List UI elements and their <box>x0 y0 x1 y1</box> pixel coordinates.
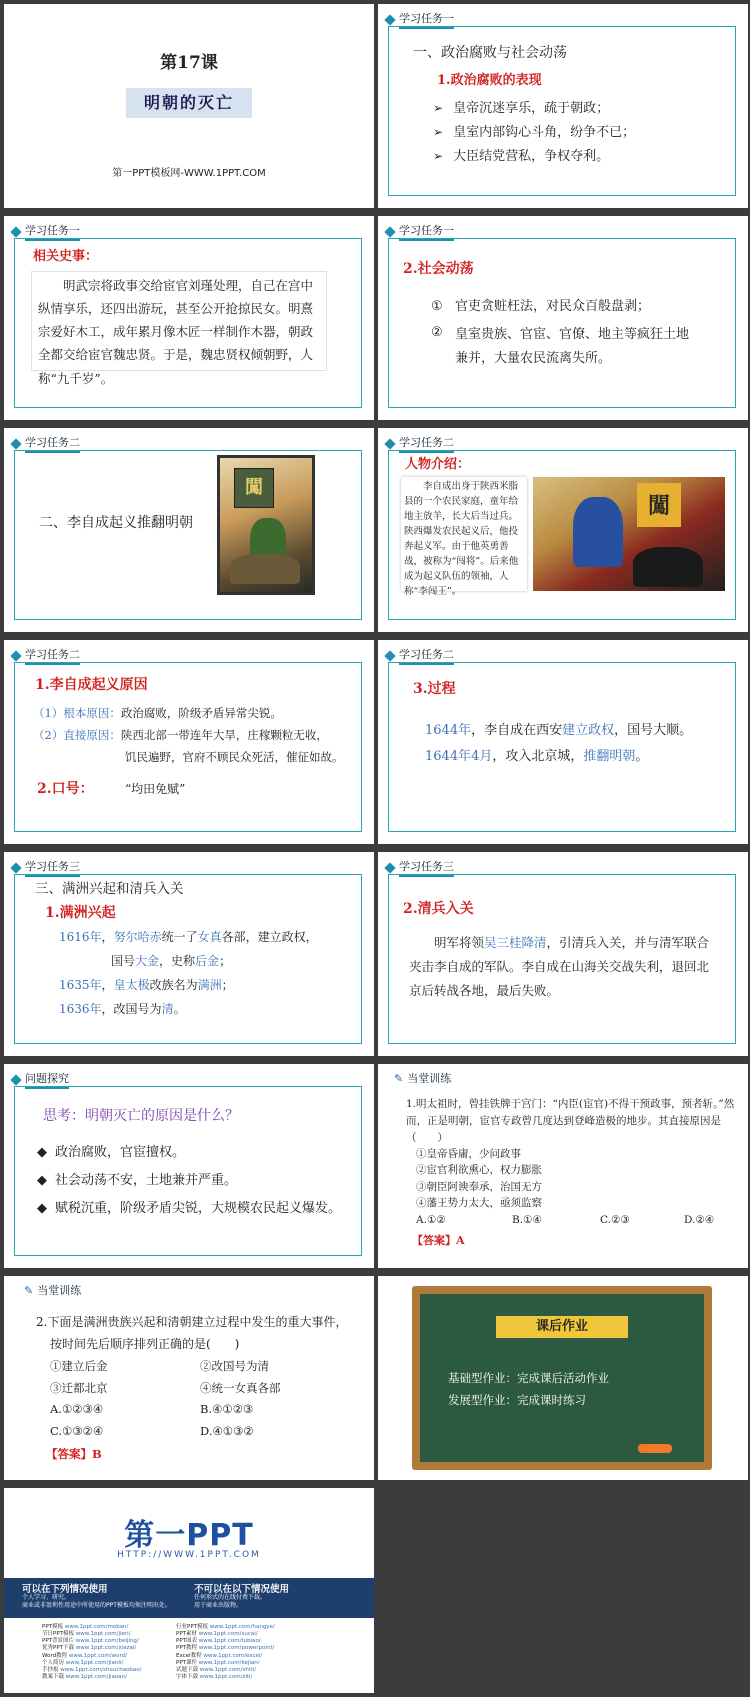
answer-item: ◆ 社会动荡不安，土地兼并严重。 <box>37 1169 237 1192</box>
option: ③朝臣阿谀奉承，治国无方 <box>416 1180 542 1193</box>
event-line: 1635年，皇太极改族名为满洲； <box>59 978 234 992</box>
event-line: 1644年，李自成在西安建立政权，国号大顺。 <box>425 723 693 738</box>
content-frame <box>388 662 736 832</box>
question-text: 1.明太祖时，曾挂铁牌于宫门：“内臣(宦官)不得干预政事，预者斩。”然而，正是明朝，宦官专政曾几度达到登峰造极的地步。其直接原因是（ ） <box>406 1098 735 1144</box>
slogan-label: 2.口号： <box>37 781 94 797</box>
content-frame <box>388 26 736 196</box>
diamond-icon <box>10 862 21 873</box>
horse-figure <box>633 547 703 587</box>
option: ④统一女真各部 <box>200 1381 281 1395</box>
slide-social-unrest <box>378 216 748 420</box>
list-item: ➢ 皇室内部钩心斗角，纷争不已； <box>433 121 635 144</box>
homework-basic: 基础型作业：完成课后活动作业 <box>448 1371 609 1385</box>
slide-title <box>4 4 374 208</box>
subheading: 1.满洲兴起 <box>45 905 116 921</box>
slide-qing-entry <box>378 852 748 1056</box>
diamond-icon <box>384 650 395 661</box>
subheading: 2.清兵入关 <box>403 901 474 917</box>
logo: 第一PPT <box>124 1518 254 1553</box>
cause-direct-cont: 饥民遍野，官府不顾民众死活，催征如故。 <box>125 750 344 764</box>
slogan-text: “均田免赋” <box>125 782 186 796</box>
answer: 【答案】A <box>412 1234 465 1247</box>
slide-credits <box>4 1488 374 1693</box>
link[interactable]: www.1ppt.com/sucai/ <box>198 1631 258 1638</box>
diamond-icon <box>10 650 21 661</box>
subheading: 1.李自成起义原因 <box>35 677 148 693</box>
homework-advanced: 发展型作业：完成课时练习 <box>448 1393 586 1407</box>
usage-banner <box>4 1578 374 1618</box>
content-frame <box>14 1086 362 1256</box>
section-tag: 学习任务三 <box>12 858 80 877</box>
option-list <box>416 1146 542 1211</box>
choice-d: D.②④ <box>684 1214 715 1226</box>
section-heading: 二、李自成起义推翻明朝 <box>39 515 193 531</box>
event-line: 国号大金，史称后金； <box>111 954 232 968</box>
diamond-icon <box>384 226 395 237</box>
content-frame <box>388 450 736 620</box>
subheading: 1.政治腐败的表现 <box>437 73 542 88</box>
li-zicheng-portrait <box>533 477 725 591</box>
li-zicheng-painting <box>217 455 315 595</box>
content-frame <box>388 874 736 1044</box>
link[interactable]: www.1ppt.com/excel/ <box>203 1652 263 1659</box>
homework-title: 课后作业 <box>496 1316 628 1338</box>
list-item: 官吏贪赃枉法，对民众百般盘剥； <box>455 299 651 314</box>
section-tag: 学习任务二 <box>12 646 80 665</box>
event-line: 1616年，努尔哈赤统一了女真各部，建立政权， <box>59 930 318 944</box>
subheading: 3.过程 <box>413 681 456 697</box>
cannot-use-list: 任何形式的在线付费下载。 用于商业出版物。 <box>194 1594 267 1610</box>
option: ①皇帝昏庸，少问政事 <box>416 1148 521 1160</box>
answer-item: ◆ 赋税沉重，阶级矛盾尖锐，大规模农民起义爆发。 <box>37 1197 341 1220</box>
links-right: 行业PPT模板 www.1ppt.com/hangye/ PPT素材 www.1ppt.com/sucai/ PPT图表 www.1ppt.com/tubiao/ PPT教程 www.1ppt.com/powerpoint/ Excel教程 www.1ppt.com/excel/ PPT课件 www.1ppt.com/kejian/ 试题下载 www.1ppt.com/shiti/ 字体下载 www.1ppt.com/ziti/ <box>176 1624 275 1680</box>
diamond-icon <box>384 862 395 873</box>
chalk-eraser <box>638 1444 672 1453</box>
flag-character: 闖 <box>637 483 681 527</box>
chalkboard <box>420 1294 704 1462</box>
slide-practice-1 <box>378 1064 748 1268</box>
link[interactable]: www.1ppt.com/beijing/ <box>75 1638 139 1645</box>
section-tag: 学习任务一 <box>12 222 80 241</box>
can-use-list: 个人学习、研究。 商业或非盈利性用途中所使用的PPT模板均须注明出处。 <box>22 1594 171 1610</box>
option: ①建立后金 <box>50 1359 108 1373</box>
event-line: 1644年4月，攻入北京城，推翻明朝。 <box>425 749 649 764</box>
list-number: ① <box>431 299 443 314</box>
choice-c: C.①③②④ <box>50 1424 104 1438</box>
link[interactable]: www.1ppt.com/ziti/ <box>199 1673 253 1680</box>
rider-figure <box>573 497 623 567</box>
slide-inquiry <box>4 1064 374 1268</box>
link[interactable]: www.1ppt.com/shouchaobao/ <box>60 1666 142 1673</box>
list-number: ② <box>431 325 443 340</box>
content-frame <box>388 238 736 408</box>
option: ②宦官利欲熏心，权力膨胀 <box>416 1164 542 1177</box>
slide-uprising-causes <box>4 640 374 844</box>
link[interactable]: www.1ppt.com/jieri/ <box>75 1631 131 1638</box>
subheading: 2.社会动荡 <box>403 261 474 277</box>
choice-b: B.①④ <box>512 1214 542 1226</box>
chalkboard-frame <box>412 1286 712 1470</box>
can-use-title: 可以在下列情况使用 <box>22 1584 108 1595</box>
choice-d: D.④①③② <box>200 1424 254 1438</box>
list-item: 皇室贵族、官宦、官僚、地主等疯狂土地兼并，大量农民流离失所。 <box>455 327 690 367</box>
link[interactable]: www.1ppt.com/shiti/ <box>199 1666 256 1673</box>
link[interactable]: www.1ppt.com/word/ <box>68 1652 127 1659</box>
link[interactable]: www.1ppt.com/moban/ <box>64 1624 129 1630</box>
flag-character: 闖 <box>234 468 274 508</box>
slide-political-corruption <box>378 4 748 208</box>
intro-label: 人物介绍： <box>405 457 471 472</box>
section-tag: 学习任务三 <box>386 858 454 877</box>
story-label: 相关史事： <box>33 249 99 264</box>
content-frame <box>14 450 362 620</box>
event-line: 1636年，改国号为清。 <box>59 1002 186 1016</box>
list-item: ➢ 皇帝沉迷享乐，疏于朝政； <box>433 97 609 120</box>
slide-homework <box>378 1276 748 1480</box>
link[interactable]: www.1ppt.com/kejian/ <box>198 1659 260 1666</box>
paragraph: 明军将领吴三桂降清，引清兵入关，并与清军联合夹击李自成的军队。李自成在山海关交战失利，退回北京后转战各地，最后失败。 <box>409 935 710 998</box>
choice-a: A.①② <box>416 1214 446 1226</box>
section-heading: 一、政治腐败与社会动荡 <box>413 45 567 61</box>
link[interactable]: www.1ppt.com/powerpoint/ <box>198 1645 275 1652</box>
slide-history-story <box>4 216 374 420</box>
section-tag: 问题探究 <box>12 1070 69 1089</box>
choice-c: C.②③ <box>600 1214 630 1226</box>
diamond-icon <box>10 438 21 449</box>
content-frame <box>14 662 362 832</box>
option: ③迁都北京 <box>50 1381 108 1395</box>
diamond-icon <box>10 226 21 237</box>
link[interactable]: www.1ppt.com/hangye/ <box>209 1624 275 1630</box>
option: ④藩王势力太大，亟须监察 <box>416 1196 542 1209</box>
diamond-icon <box>384 438 395 449</box>
section-tag: 学习任务二 <box>386 646 454 665</box>
choice-a: A.①②③④ <box>50 1402 104 1416</box>
slide-practice-2 <box>4 1276 374 1480</box>
link[interactable]: www.1ppt.com/tubiao/ <box>198 1638 261 1645</box>
logo-url: HTTP://WWW.1PPT.COM <box>117 1550 261 1560</box>
content-frame <box>14 874 362 1044</box>
story-text: 明武宗将政事交给宦官刘瑾处理，自己在宫中纵情享乐，还四出游玩，甚至公开抢掠民女。明熹宗爱好木工，成年累月像木匠一样制作木器，朝政全都交给宦官魏忠贤。于是，魏忠贤权倾朝野，人称“九千岁”。 <box>31 271 327 371</box>
choice-b: B.④①②③ <box>200 1402 254 1416</box>
cause-direct: （2）直接原因：陕西北部一带连年大旱，庄稼颗粒无收， <box>33 728 328 742</box>
intro-text: 李自成出身于陕西米脂县的一个农民家庭，童年给地主放羊，长大后当过兵。陕西爆发农民起义后，他投奔起义军。由于他英勇善战，被称为“闯将”。后来他成为起义队伍的领袖，人称“李闯王”。 <box>401 477 527 591</box>
slide-character-intro <box>378 428 748 632</box>
content-frame <box>14 238 362 408</box>
practice-tag: ✎ 当堂训练 <box>24 1283 82 1297</box>
question-line: 按时间先后顺序排列正确的是( ) <box>50 1337 240 1351</box>
link[interactable]: www.1ppt.com/xiazai/ <box>75 1645 137 1652</box>
link[interactable]: www.1ppt.com/jianli/ <box>65 1659 124 1666</box>
inquiry-question: 思考：明朝灭亡的原因是什么？ <box>43 1108 239 1124</box>
horse-figure <box>230 554 300 584</box>
section-tag: 学习任务二 <box>386 434 454 453</box>
option: ②改国号为清 <box>200 1359 269 1373</box>
section-heading: 三、满洲兴起和清兵入关 <box>35 881 184 897</box>
section-tag: 学习任务一 <box>386 10 454 29</box>
practice-tag: ✎ 当堂训练 <box>394 1071 452 1085</box>
diamond-icon <box>10 1074 21 1085</box>
diamond-icon <box>384 14 395 25</box>
list-item: ➢ 大臣结党营私，争权夺利。 <box>433 145 609 168</box>
slide-manchu-rise <box>4 852 374 1056</box>
cause-root: （1）根本原因：政治腐败，阶级矛盾异常尖锐。 <box>33 706 282 720</box>
lesson-title: 明朝的灭亡 <box>126 88 252 118</box>
lesson-number: 第17课 <box>160 53 218 73</box>
section-tag: 学习任务二 <box>12 434 80 453</box>
question-line: 2.下面是满洲贵族兴起和清朝建立过程中发生的重大事件， <box>36 1315 348 1329</box>
slide-li-zicheng-uprising <box>4 428 374 632</box>
site-credit: 第一PPT模板网-WWW.1PPT.COM <box>112 168 266 179</box>
answer-item: ◆ 政治腐败，官宦擅权。 <box>37 1141 185 1164</box>
cannot-use-title: 不可以在以下情况使用 <box>194 1584 290 1595</box>
slide-uprising-process <box>378 640 748 844</box>
links-left: PPT模板 www.1ppt.com/moban/ 节日PPT模板 www.1ppt.com/jieri/ PPT背景图片 www.1ppt.com/beijing/ 优秀PPT下载 www.1ppt.com/xiazai/ Word教程 www.1ppt.com/word/ 个人简历 www.1ppt.com/jianli/ 手抄报 www.1ppt.com/shouchaobao/ 教案下载 www.1ppt.com/jiaoan/ <box>42 1624 142 1680</box>
pencil-icon: ✎ <box>394 1071 404 1085</box>
link[interactable]: www.1ppt.com/jiaoan/ <box>65 1673 127 1680</box>
answer: 【答案】B <box>46 1447 102 1461</box>
pencil-icon: ✎ <box>24 1283 34 1297</box>
section-tag: 学习任务一 <box>386 222 454 241</box>
